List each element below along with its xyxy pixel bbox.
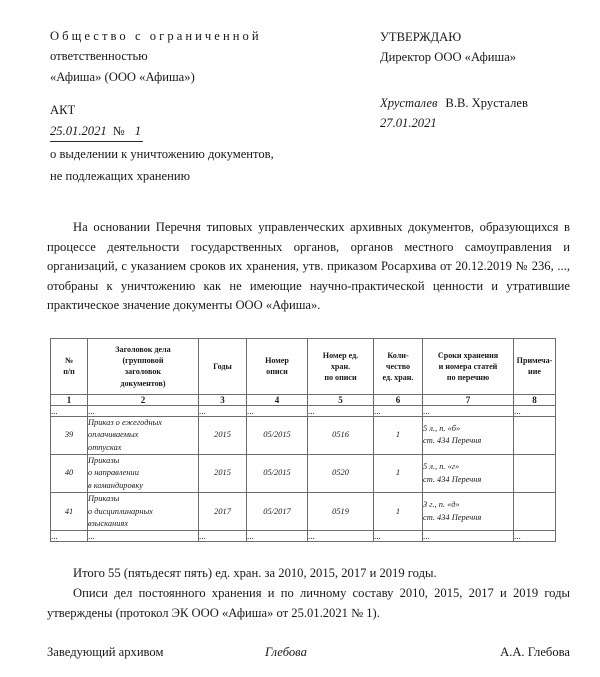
column-number-cell: 8	[514, 394, 556, 405]
row-storage-term: 5 л., п. «г» ст. 434 Перечня	[423, 455, 514, 493]
row-unit-number: 0519	[308, 493, 374, 531]
row-title: Приказ о ежегодных оплачиваемых отпусках	[88, 416, 199, 454]
ellipsis-cell: ...	[374, 405, 423, 416]
table-row	[51, 416, 556, 454]
row-number: 40	[51, 455, 88, 493]
row-inventory-number: 05/2017	[247, 493, 308, 531]
act-identification-block	[50, 100, 380, 186]
row-note	[514, 455, 556, 493]
ellipsis-cell: ...	[423, 405, 514, 416]
organization-name-line-2: ответственностью	[50, 49, 148, 63]
table-header-cell: Заголовок дела (групповой заголовок документов)	[88, 338, 199, 394]
table-header-row	[51, 338, 556, 394]
ellipsis-cell: ...	[308, 405, 374, 416]
ellipsis-cell: ...	[514, 531, 556, 542]
row-number: 41	[51, 493, 88, 531]
column-number-cell: 2	[88, 394, 199, 405]
ellipsis-cell: ...	[51, 531, 88, 542]
ellipsis-cell: ...	[51, 405, 88, 416]
table-header-cell: Номер описи	[247, 338, 308, 394]
document-date-value: 25.01.2021	[50, 124, 107, 138]
table-header-cell: Номер ед. хран. по описи	[308, 338, 374, 394]
organization-name-line-1: Общество с ограниченной	[50, 29, 262, 43]
destruction-table	[50, 338, 556, 542]
document-date-number-field	[50, 121, 143, 142]
totals-line-2: Описи дел постоянного хранения и по личному составу 2010, 2015, 2017 и 2019 годы утверждены (протокол ЭК ООО «Афиша» от 25.01.2021 № 1).	[47, 586, 570, 620]
row-note	[514, 416, 556, 454]
archivist-name: А.А. Глебова	[500, 645, 570, 660]
row-years: 2015	[199, 455, 247, 493]
destruction-table-wrapper	[50, 338, 555, 542]
document-subject-line-1: о выделении к уничтожению документов,	[50, 147, 274, 161]
document-subject-line-2: не подлежащих хранению	[50, 169, 191, 183]
archivist-signature-row	[47, 645, 570, 660]
table-header-cell: Примеча- ние	[514, 338, 556, 394]
ellipsis-cell: ...	[514, 405, 556, 416]
approval-block	[380, 26, 570, 186]
row-title: Приказы о направлении в командировку	[88, 455, 199, 493]
table-header-cell: № п/п	[51, 338, 88, 394]
row-unit-number: 0516	[308, 416, 374, 454]
approver-name: В.В. Хрусталев	[445, 96, 528, 110]
document-type-label: АКТ	[50, 103, 76, 117]
organization-name-line-3: «Афиша» (ООО «Афиша»)	[50, 70, 195, 84]
column-number-cell: 6	[374, 394, 423, 405]
archivist-position: Заведующий архивом	[47, 645, 164, 660]
ellipsis-cell: ...	[199, 405, 247, 416]
organization-block	[50, 26, 380, 186]
table-row	[51, 493, 556, 531]
intro-paragraph: На основании Перечня типовых управленческих архивных документов, образующихся в процессе деятельности государственных органов, органов местного самоуправления и организаций, с указанием сроков их хранения, утв. приказом Росархива от 20.12.2019 № 236, ..., отобраны к уничтожению как не имеющие научно-практической ценности и утратившие практическое значение документы ООО «Афиша».	[47, 220, 570, 313]
table-row	[51, 455, 556, 493]
approval-date: 27.01.2021	[380, 116, 437, 130]
column-number-cell: 3	[199, 394, 247, 405]
column-number-cell: 7	[423, 394, 514, 405]
row-years: 2017	[199, 493, 247, 531]
archivist-signature: Глебова	[265, 645, 307, 660]
row-inventory-number: 05/2015	[247, 455, 308, 493]
row-unit-number: 0520	[308, 455, 374, 493]
ellipsis-cell: ...	[247, 405, 308, 416]
row-storage-term: 3 г., п. «д» ст. 434 Перечня	[423, 493, 514, 531]
approval-label: УТВЕРЖДАЮ	[380, 30, 462, 44]
ellipsis-cell: ...	[247, 531, 308, 542]
totals-block	[47, 564, 570, 623]
row-quantity: 1	[374, 455, 423, 493]
table-column-number-row	[51, 394, 556, 405]
row-storage-term: 5 л., п. «б» ст. 434 Перечня	[423, 416, 514, 454]
totals-line-1: Итого 55 (пятьдесят пять) ед. хран. за 2010, 2015, 2017 и 2019 годы.	[73, 566, 437, 581]
ellipsis-cell: ...	[374, 531, 423, 542]
ellipsis-cell: ...	[423, 531, 514, 542]
row-title: Приказы о дисциплинарных взысканиях	[88, 493, 199, 531]
column-number-cell: 4	[247, 394, 308, 405]
table-header-cell: Коли- чество ед. хран.	[374, 338, 423, 394]
row-inventory-number: 05/2015	[247, 416, 308, 454]
column-number-cell: 1	[51, 394, 88, 405]
row-years: 2015	[199, 416, 247, 454]
document-number-value: 1	[134, 124, 141, 138]
row-quantity: 1	[374, 416, 423, 454]
ellipsis-cell: ...	[199, 531, 247, 542]
table-header-cell: Сроки хранения и номера статей по перечню	[423, 338, 514, 394]
row-number: 39	[51, 416, 88, 454]
ellipsis-cell: ...	[88, 405, 199, 416]
approver-signature-row	[380, 93, 570, 113]
ellipsis-cell: ...	[88, 531, 199, 542]
table-row-ellipsis-top	[51, 405, 556, 416]
approver-position: Директор ООО «Афиша»	[380, 50, 517, 64]
table-header-cell: Годы	[199, 338, 247, 394]
table-row-ellipsis-bottom	[51, 531, 556, 542]
row-note	[514, 493, 556, 531]
approver-signature: Хрусталев	[380, 96, 438, 110]
row-quantity: 1	[374, 493, 423, 531]
ellipsis-cell: ...	[308, 531, 374, 542]
document-header	[0, 0, 600, 186]
number-sign: №	[112, 124, 125, 138]
column-number-cell: 5	[308, 394, 374, 405]
